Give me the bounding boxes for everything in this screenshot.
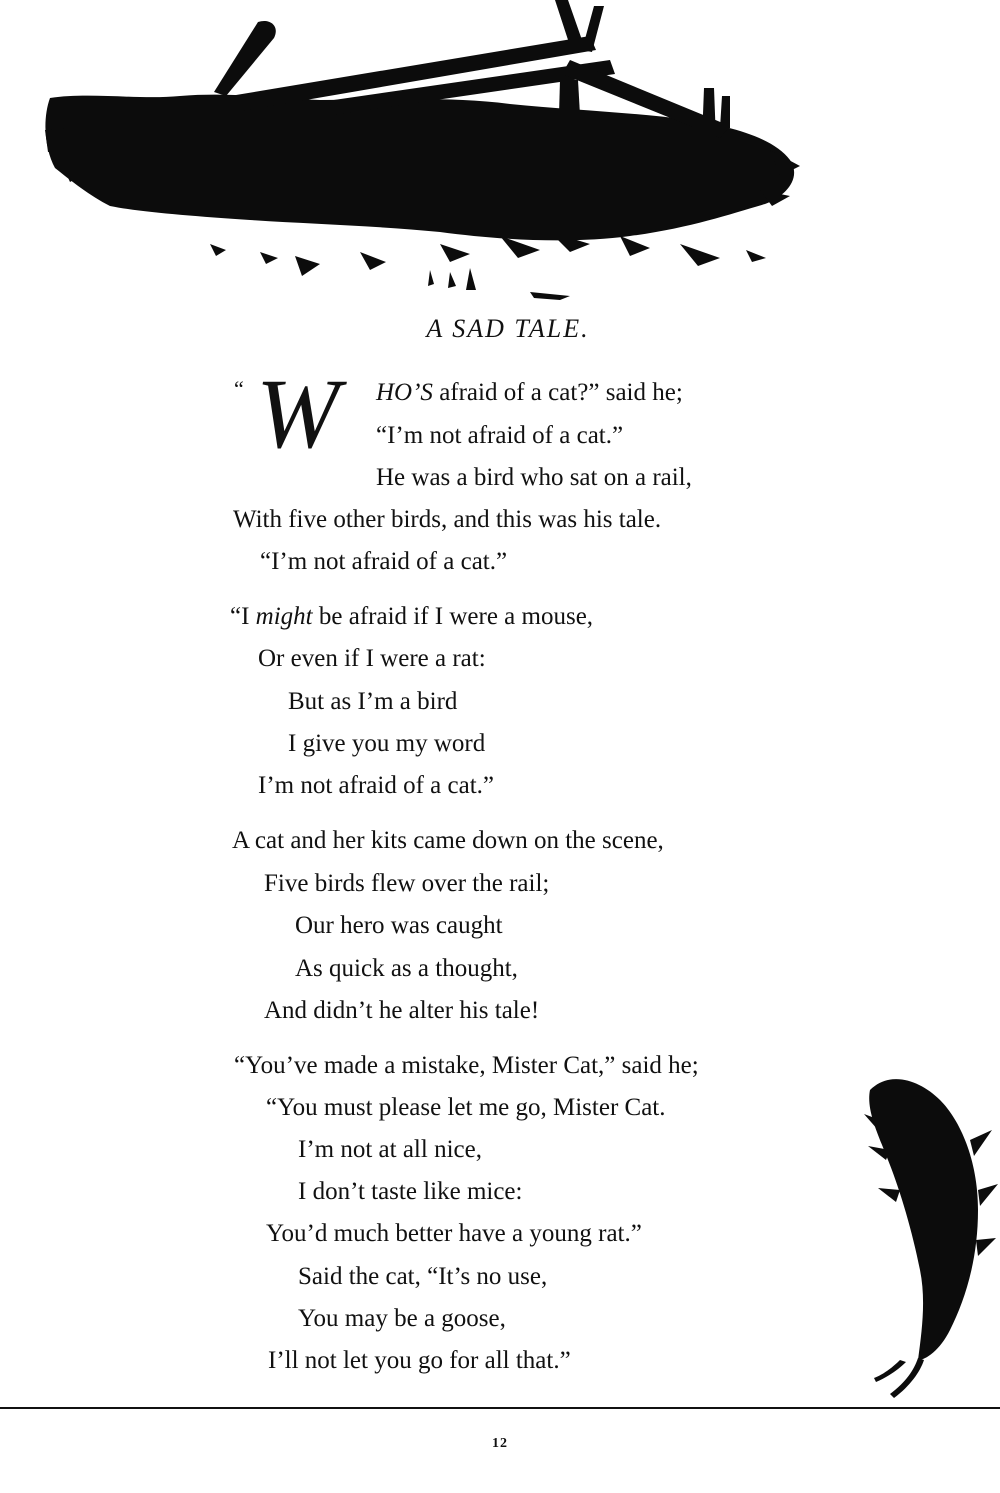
poem-line: “You’ve made a mistake, Mister Cat,” said he; [234,1052,699,1079]
poem-line: I’m not at all nice, [298,1136,482,1163]
poem-line: With five other birds, and this was his tale. [233,506,662,533]
poem-line: Five birds flew over the rail; [264,870,550,897]
poem-line-rest: afraid of a cat?” said he; [432,379,683,406]
poem-line: Or even if I were a rat: [258,645,486,672]
poem-line [376,378,683,408]
poem-line: But as I’m a bird [288,688,458,715]
poem-line: “I’m not afraid of a cat.” [376,422,624,449]
poem-line: I’ll not let you go for all that.” [268,1347,571,1374]
footer-rule [0,1407,1000,1409]
poem-line: Our hero was caught [295,912,503,939]
poem-line: You’d much better have a young rat.” [266,1220,642,1247]
poem-line: You may be a goose, [298,1305,506,1332]
poem-line-italic-word: might [255,603,313,630]
poem-line: Said the cat, “It’s no use, [298,1263,548,1290]
poem-title: A SAD TALE. [426,314,590,343]
poem-line [230,602,593,632]
drop-cap-letter: W [256,358,340,469]
poem-line: As quick as a thought, [295,955,518,982]
page-number: 12 [492,1436,508,1451]
poem-line: “You must please let me go, Mister Cat. [266,1094,666,1121]
poem-line-italic-start: HO’S [376,379,433,406]
drop-cap-quote: “ [234,376,244,401]
poem-line: “I’m not afraid of a cat.” [260,548,508,575]
poem-line: And didn’t he alter his tale! [264,997,540,1024]
poem-line: He was a bird who sat on a rail, [376,464,692,491]
poem-line-rest: be afraid if I were a mouse, [312,603,594,630]
poem-line: I don’t taste like mice: [298,1178,523,1205]
poem-line-start: “I [230,603,256,630]
poem-line: I’m not afraid of a cat.” [258,772,494,799]
poem-line: I give you my word [288,730,486,757]
poem-line: A cat and her kits came down on the scene, [232,827,664,854]
